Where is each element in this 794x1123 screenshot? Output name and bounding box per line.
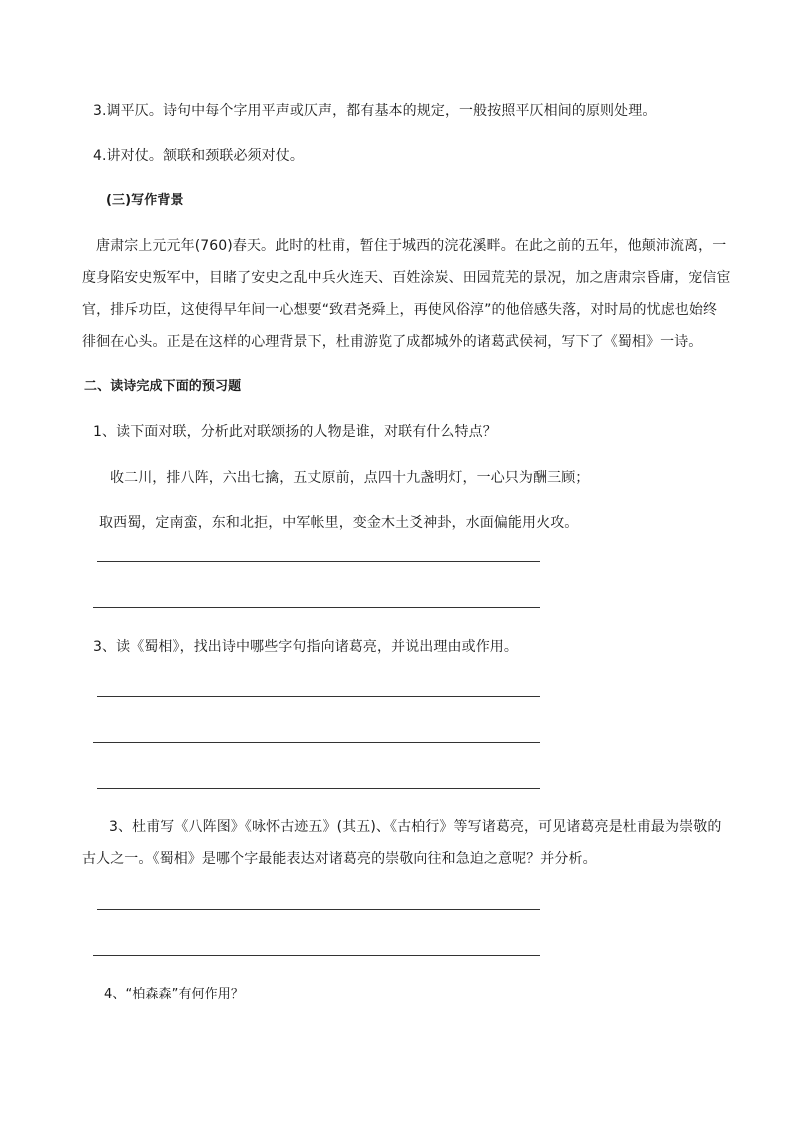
background-heading: (三)写作背景 (106, 193, 184, 208)
answer-line[interactable] (93, 607, 540, 608)
background-paragraph-line-2: 度身陷安史叛军中，目睹了安史之乱中兵火连天、百姓涂炭、田园荒芜的景况，加之唐肃宗昏庸，宠信宦 (82, 270, 731, 286)
rule-tone-text: 3.调平仄。诗句中每个字用平声或仄声，都有基本的规定，一般按照平仄相间的原则处理。 (93, 103, 657, 119)
section-two-heading: 二、读诗完成下面的预习题 (84, 379, 242, 394)
rule-parallel-text: 4.讲对仗。颔联和颈联必须对仗。 (93, 148, 304, 164)
couplet-bottom-line: 取西蜀，定南蛮，东和北拒，中军帐里，变金木土爻神卦，水面偏能用火攻。 (99, 515, 579, 531)
background-paragraph-line-1: 唐肃宗上元元年(760)春天。此时的杜甫，暂住于城西的浣花溪畔。在此之前的五年，他颠沛流离，一 (96, 238, 727, 254)
background-paragraph-line-4: 徘徊在心头。正是在这样的心理背景下，杜甫游览了成都城外的诸葛武侯祠，写下了《蜀相》一诗。 (82, 334, 703, 350)
answer-line[interactable] (97, 909, 540, 910)
answer-line[interactable] (97, 561, 540, 562)
couplet-top-line: 收二川，排八阵，六出七擒，五丈原前，点四十九盏明灯，一心只为酬三顾； (110, 470, 590, 486)
question-3-line-1: 3、杜甫写《八阵图》《咏怀古迹五》(其五)、《古柏行》等写诸葛亮，可见诸葛亮是杜甫最为崇敬的 (109, 819, 722, 835)
background-paragraph-line-3: 官，排斥功臣，这使得早年间一心想要“致君尧舜上，再使风俗淳”的他倍感失落，对时局的忧虑也始终 (82, 302, 718, 318)
answer-line[interactable] (97, 696, 540, 697)
question-4-prompt: 4、“柏森森”有何作用？ (104, 987, 244, 1002)
question-1-prompt: 1、读下面对联，分析此对联颂扬的人物是谁，对联有什么特点？ (93, 424, 497, 440)
question-2-prompt: 3、读《蜀相》，找出诗中哪些字句指向诸葛亮，并说出理由或作用。 (93, 639, 519, 655)
question-3-line-2: 古人之一。《蜀相》是哪个字最能表达对诸葛亮的崇敬向往和急迫之意呢？并分析。 (82, 851, 597, 867)
answer-line[interactable] (93, 955, 540, 956)
answer-line[interactable] (93, 742, 540, 743)
answer-line[interactable] (97, 788, 540, 789)
